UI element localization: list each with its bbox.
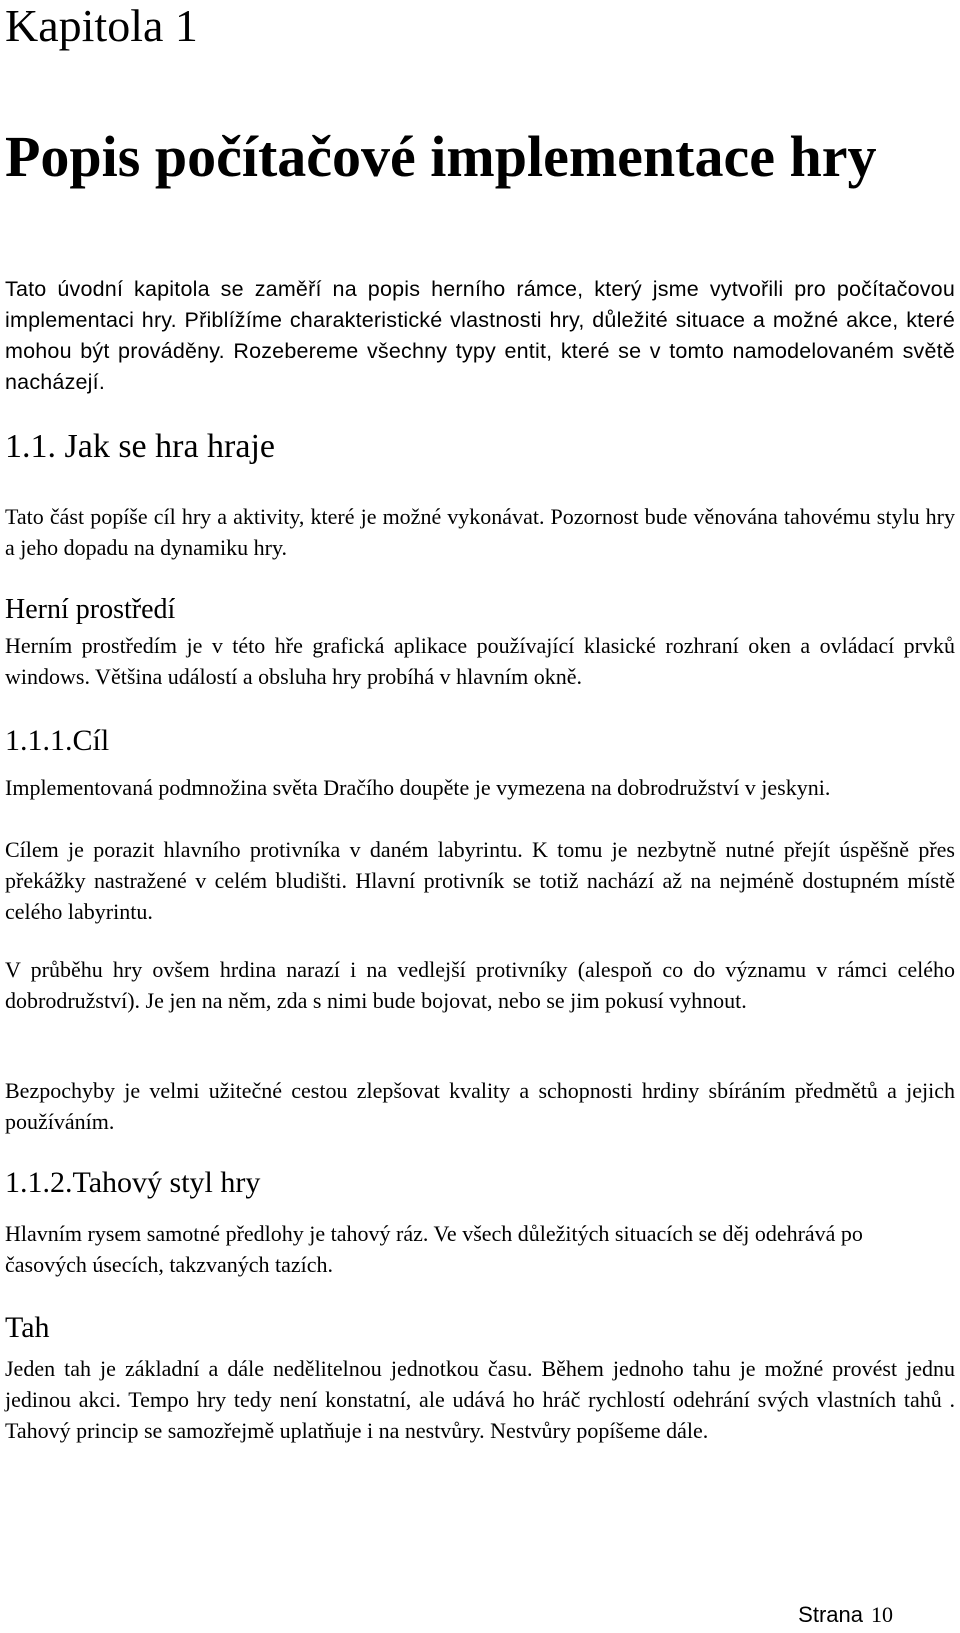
tah-heading: Tah (5, 1311, 50, 1344)
footer-page-number: 10 (871, 1602, 893, 1627)
intro-paragraph: Tato úvodní kapitola se zaměří na popis herního rámce, který jsme vytvořili pro počítačovou implementaci hry. Přiblížíme charakteristické vlastnosti hry, důležité situace a možné akce, které mohou být prováděny. Rozebereme všechny typy entit, které se v tomto namodelovaném světě nacházejí. (5, 277, 955, 394)
footer-page-label: Strana (798, 1602, 863, 1627)
cil-paragraph-3: V průběhu hry ovšem hrdina narazí i na vedlejší protivníky (alespoň co do významu v rámci celého dobrodružství). Je jen na něm, zda s nimi bude bojovat, nebo se jim pokusí vyhnout. (5, 957, 955, 1013)
page-footer (798, 1601, 893, 1629)
section-1-1-heading: 1.1. Jak se hra hraje (5, 428, 276, 465)
cil-paragraph-1: Implementovaná podmnožina světa Dračího doupěte je vymezena na dobrodružství v jeskyni. (5, 775, 831, 800)
section-1-1-2-heading: 1.1.2.Tahový styl hry (5, 1166, 261, 1199)
herni-prostredi-text: Herním prostředím je v této hře grafická aplikace používající klasické rozhraní oken a ovládací prvků windows. Většina událostí a obsluha hry probíhá v hlavním okně. (5, 633, 955, 689)
tahovy-styl-text: Hlavním rysem samotné předlohy je tahový ráz. Ve všech důležitých situacích se děj odehrává po časových úsecích, takzvaných tazích. (5, 1221, 863, 1277)
chapter-label: Kapitola 1 (5, 0, 198, 51)
page-title: Popis počítačové implementace hry (5, 124, 877, 189)
herni-prostredi-heading: Herní prostředí (5, 594, 176, 625)
cil-paragraph-2: Cílem je porazit hlavního protivníka v daném labyrintu. K tomu je nezbytně nutné přejít úspěšně přes překážky nastražené v celém bludišti. Hlavní protivník se totiž nachází až na nejméně dostupném místě celého labyrintu. (5, 837, 955, 924)
section-1-1-text: Tato část popíše cíl hry a aktivity, které je možné vykonávat. Pozornost bude věnována tahovému stylu hry a jeho dopadu na dynamiku hry. (5, 504, 955, 560)
cil-paragraph-4: Bezpochyby je velmi užitečné cestou zlepšovat kvality a schopnosti hrdiny sbíráním předmětů a jejich používáním. (5, 1078, 955, 1134)
section-1-1-1-heading: 1.1.1.Cíl (5, 724, 110, 757)
tah-text: Jeden tah je základní a dále nedělitelnou jednotkou času. Během jednoho tahu je možné provést jednu jedinou akci. Tempo hry tedy není konstatní, ale udává ho hráč rychlostí odehrání svých vlastních tahů . Tahový princip se samozřejmě uplatňuje i na nestvůry. Nestvůry popíšeme dále. (5, 1356, 955, 1443)
